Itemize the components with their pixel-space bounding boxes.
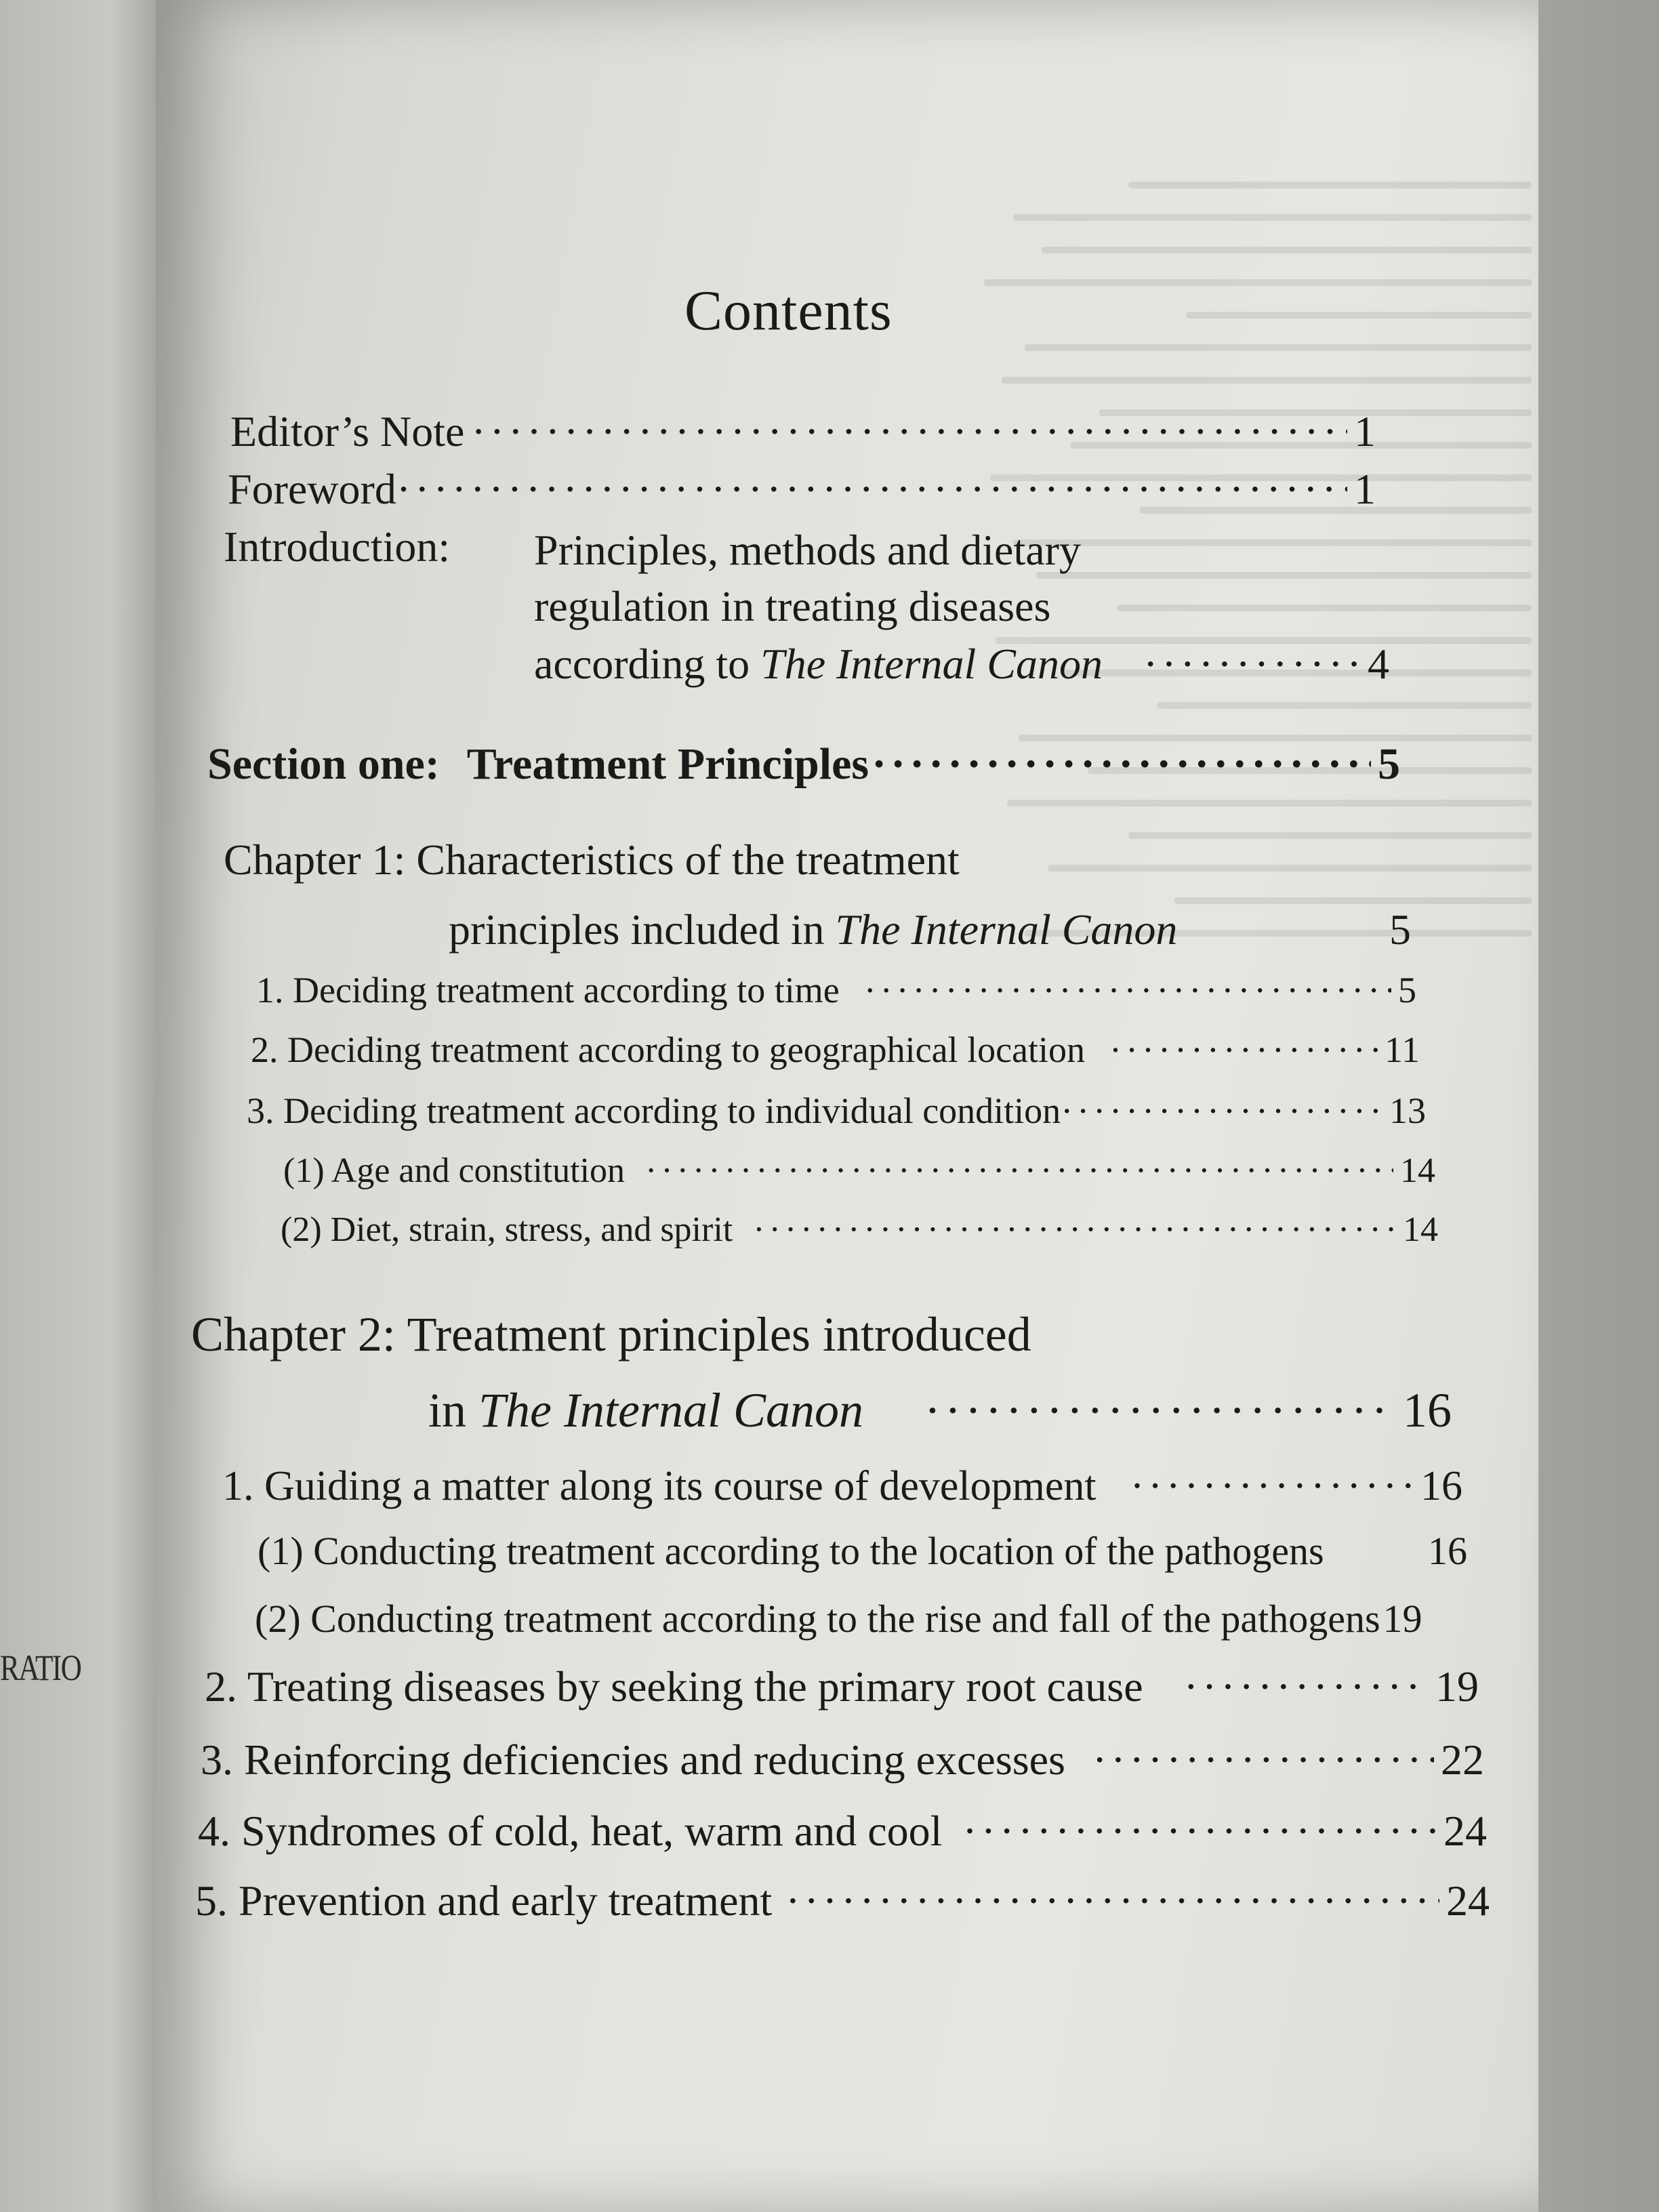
toc-page-number: 16	[1420, 1463, 1462, 1509]
toc-chapter2-line1[interactable]: Chapter 2: Treatment principles introduced	[191, 1307, 1031, 1361]
toc-page-number: 4	[1368, 640, 1389, 688]
toc-entry-label	[428, 1382, 863, 1439]
dot-leader	[872, 739, 1371, 790]
left-page-text-fragment: RATIO	[0, 1647, 81, 1688]
dot-leader	[864, 969, 1391, 1011]
toc-item[interactable]	[198, 1806, 1487, 1856]
toc-item-label: 4. Syndromes of cold, heat, warm and cool	[198, 1807, 943, 1855]
toc-chapter1-line2[interactable]	[449, 905, 1411, 955]
toc-chapter1-line1[interactable]: Chapter 1: Characteristics of the treatment	[224, 836, 960, 884]
toc-page-number: 14	[1400, 1151, 1435, 1190]
toc-item-label: (2) Conducting treatment according to the rise and fall of the pathogens	[255, 1597, 1380, 1641]
toc-page-number: 19	[1382, 1597, 1422, 1641]
toc-page-number: 5	[1389, 905, 1411, 954]
dot-leader	[471, 407, 1347, 457]
toc-page-number: 19	[1435, 1662, 1479, 1711]
toc-item[interactable]	[195, 1876, 1490, 1926]
toc-section-one[interactable]	[207, 739, 1400, 790]
toc-entry-foreword[interactable]	[228, 464, 1376, 514]
toc-page-number: 11	[1385, 1029, 1420, 1070]
toc-item-label: (2) Diet, strain, stress, and spirit	[281, 1210, 733, 1249]
toc-chapter2-line2[interactable]	[428, 1382, 1452, 1439]
dot-leader	[1130, 1462, 1414, 1511]
toc-subitem[interactable]	[255, 1596, 1475, 1641]
toc-item[interactable]	[247, 1090, 1426, 1132]
toc-item-label: 3. Deciding treatment according to individual condition	[247, 1090, 1061, 1131]
toc-page-number: 1	[1354, 407, 1376, 455]
chapter2-line2-text: in	[428, 1383, 467, 1437]
toc-subitem[interactable]	[258, 1528, 1467, 1574]
toc-page-number: 5	[1398, 970, 1416, 1010]
toc-page-number: 24	[1446, 1877, 1490, 1925]
toc-item-label: 1. Guiding a matter along its course of development	[222, 1463, 1097, 1509]
chapter2-book-title: The Internal Canon	[478, 1383, 863, 1437]
dot-leader	[396, 464, 1347, 514]
toc-item[interactable]	[201, 1735, 1484, 1785]
toc-page-number: 22	[1441, 1736, 1484, 1784]
dot-leader	[645, 1151, 1393, 1191]
toc-item[interactable]	[205, 1662, 1479, 1712]
toc-entry-editors-note[interactable]	[230, 407, 1376, 457]
toc-page-number: 13	[1389, 1090, 1426, 1131]
toc-subitem[interactable]	[281, 1210, 1438, 1250]
toc-entry-introduction-line3[interactable]	[534, 639, 1389, 689]
toc-item[interactable]	[251, 1029, 1420, 1071]
toc-entry-label: Foreword	[228, 465, 396, 513]
toc-entry-label: Editor’s Note	[230, 407, 465, 455]
toc-item-label: 3. Reinforcing deficiencies and reducing excesses	[201, 1736, 1065, 1784]
dot-leader	[1092, 1735, 1434, 1785]
section-label: Section one:	[207, 739, 440, 789]
toc-entry-introduction-prefix: Introduction:	[224, 523, 451, 571]
toc-page-number: 24	[1443, 1807, 1487, 1855]
toc-subitem[interactable]	[283, 1151, 1435, 1191]
dot-leader	[1143, 639, 1361, 689]
chapter1-book-title: The Internal Canon	[835, 905, 1178, 954]
toc-item-label: 2. Treating diseases by seeking the primary root cause	[205, 1662, 1143, 1711]
toc-item-label: 1. Deciding treatment according to time	[256, 970, 840, 1010]
chapter1-line2-text: principles included in	[449, 905, 825, 954]
toc-entry-introduction-line1[interactable]: Principles, methods and dietary	[534, 526, 1081, 574]
introduction-book-title: The Internal Canon	[760, 640, 1103, 688]
toc-page-number: 5	[1378, 739, 1400, 789]
toc-entry-label	[449, 905, 1177, 955]
dot-leader	[1061, 1090, 1382, 1132]
toc-item-label: 2. Deciding treatment according to geographical location	[251, 1029, 1086, 1070]
toc-item[interactable]	[222, 1462, 1462, 1511]
dot-leader	[1184, 1662, 1429, 1712]
page-title: Contents	[684, 279, 893, 342]
dot-leader	[962, 1806, 1437, 1856]
dot-leader	[753, 1210, 1396, 1250]
toc-item-label: (1) Age and constitution	[283, 1151, 626, 1190]
toc-item-label: (1) Conducting treatment according to the location of the pathogens	[258, 1529, 1324, 1573]
toc-entry-introduction-line2[interactable]: regulation in treating diseases	[534, 582, 1051, 630]
toc-page-number: 16	[1428, 1529, 1467, 1573]
toc-page-number: 14	[1403, 1210, 1438, 1249]
dot-leader	[1109, 1029, 1378, 1071]
section-title: Treatment Principles	[466, 739, 869, 789]
introduction-line3-text: according to	[534, 640, 750, 688]
toc-page-number: 16	[1403, 1383, 1452, 1437]
dot-leader	[924, 1382, 1396, 1439]
toc-entry-label	[534, 639, 1103, 689]
toc-item-label: 5. Prevention and early treatment	[195, 1877, 773, 1925]
toc-item[interactable]	[256, 969, 1416, 1011]
toc-page-number: 1	[1354, 465, 1376, 513]
dot-leader	[785, 1876, 1439, 1926]
